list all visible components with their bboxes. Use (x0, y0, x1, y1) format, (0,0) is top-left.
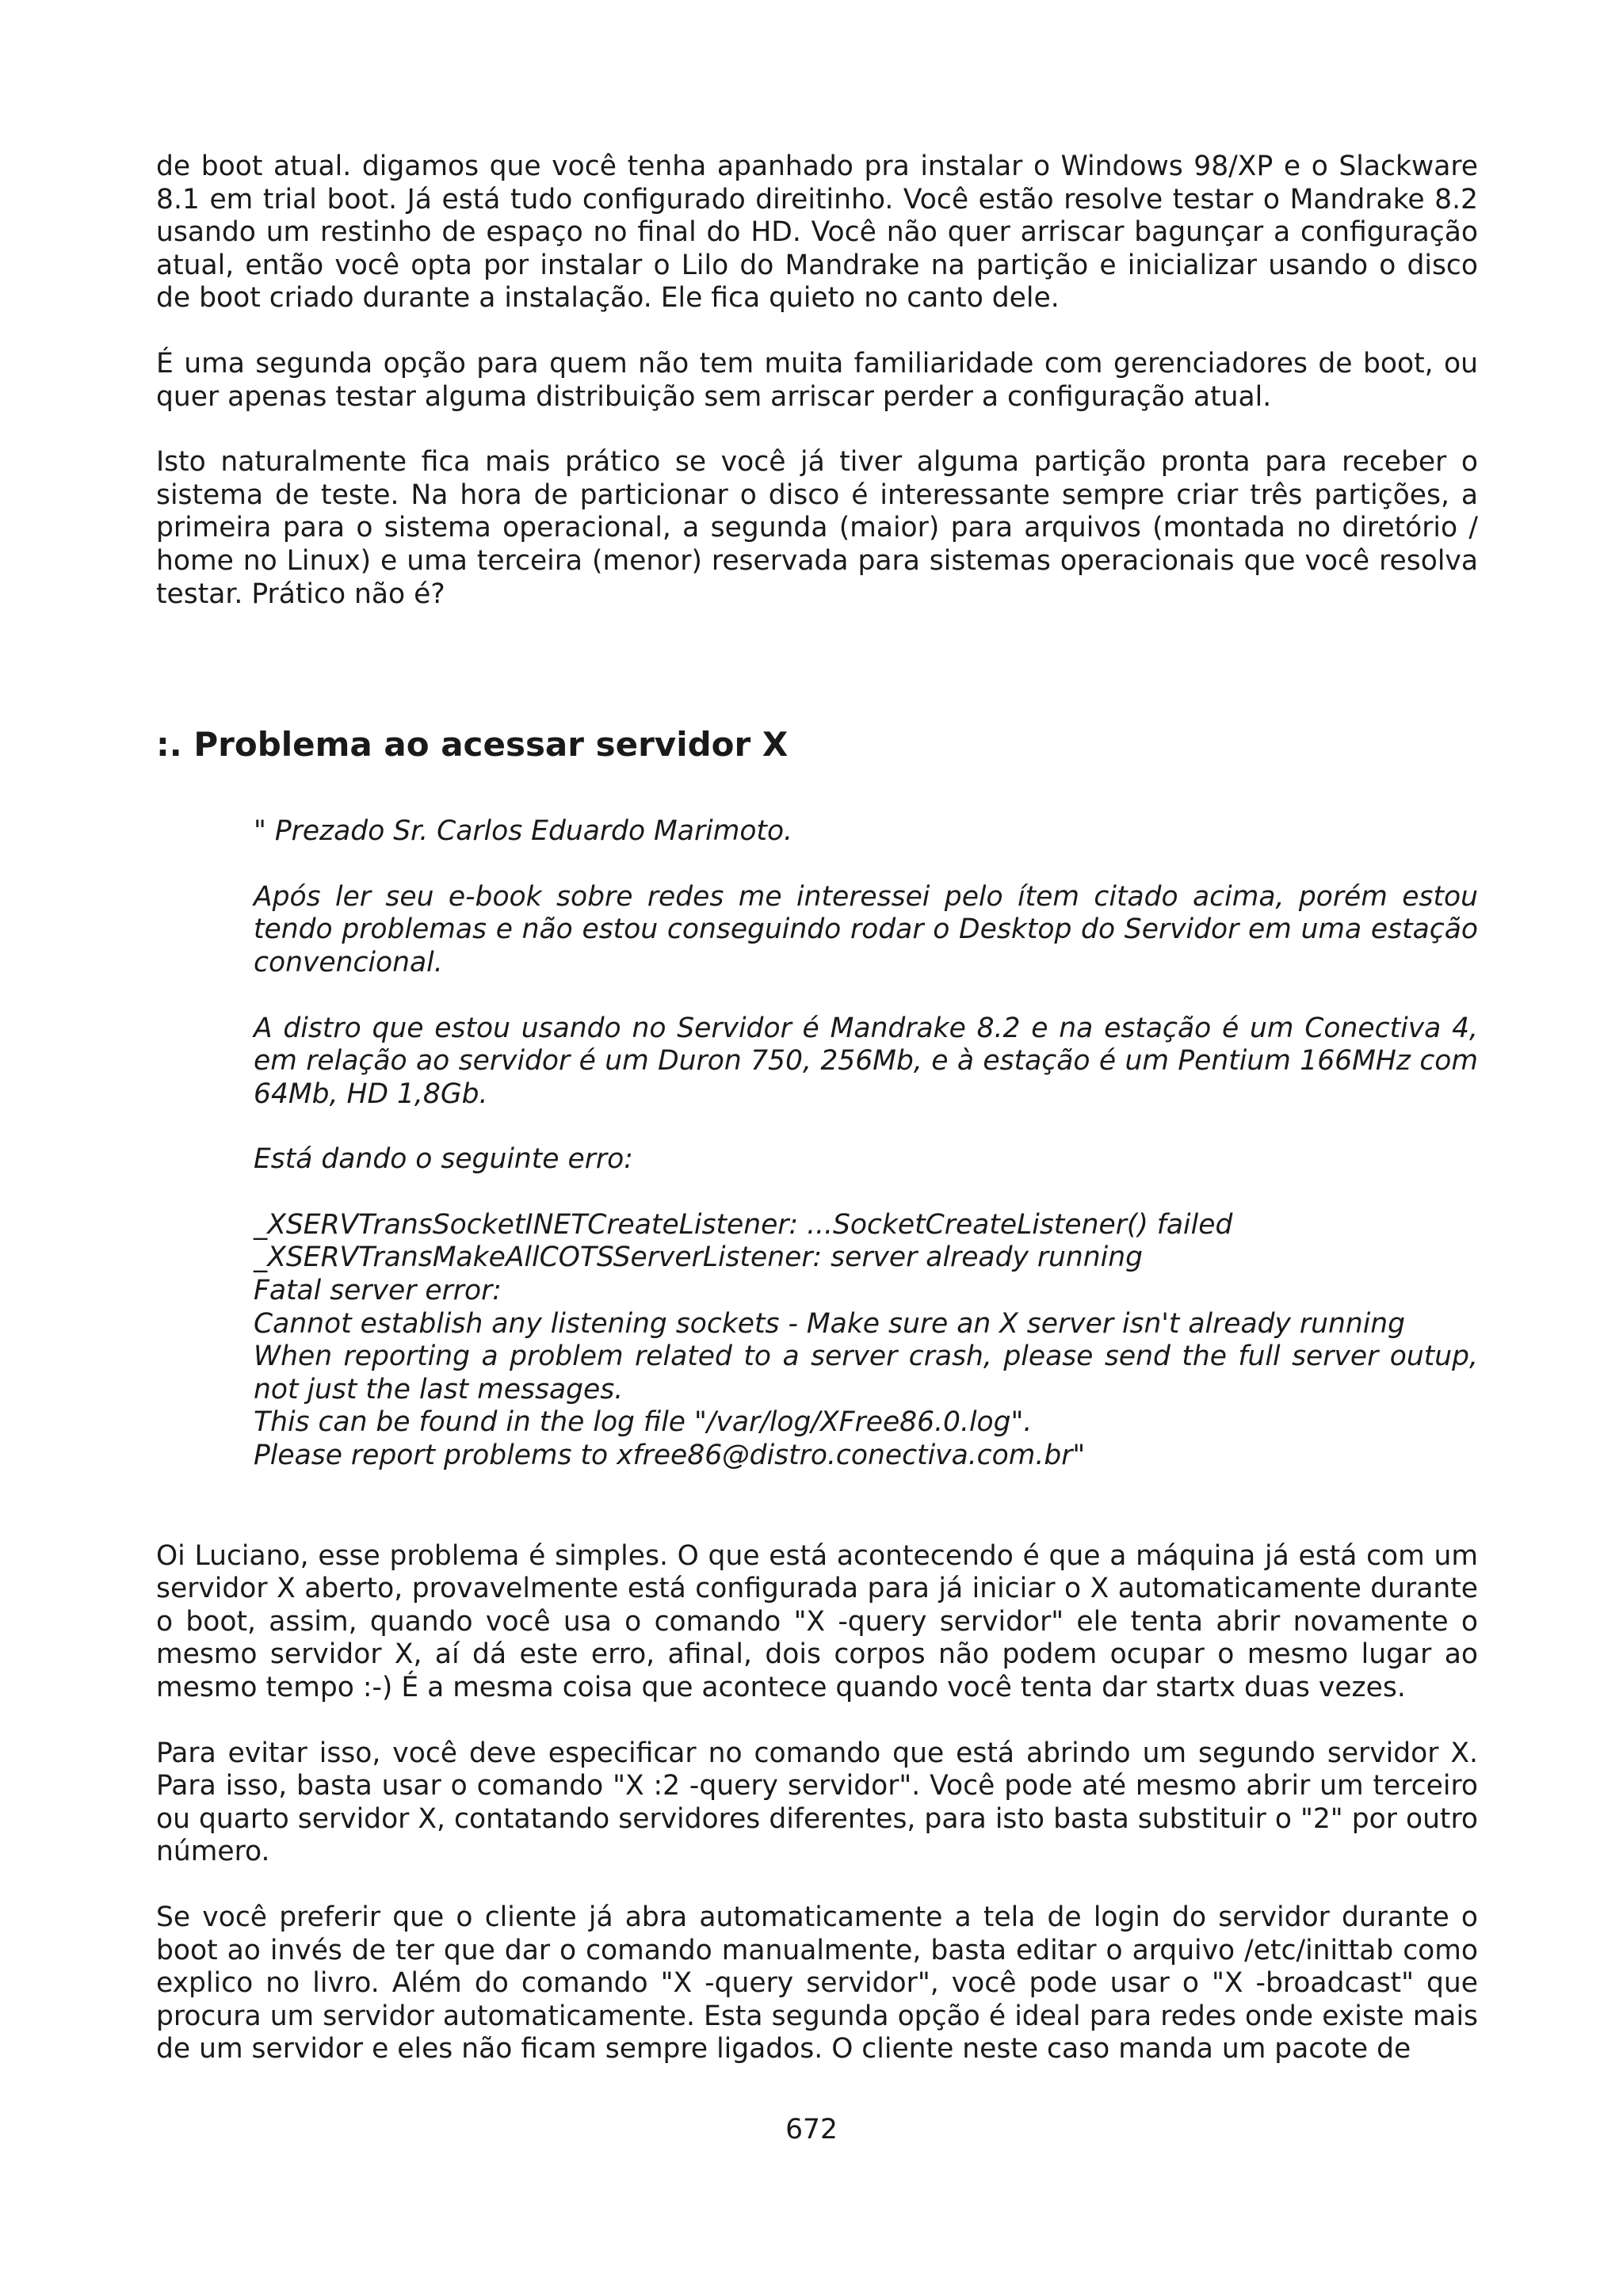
paragraph-second-option: É uma segunda opção para quem não tem muita familiaridade com gerenciadores de boot, ou quer apenas testar alguma distribuição sem arriscar perder a configuração atual. (156, 347, 1478, 413)
page-number: 672 (785, 2114, 838, 2145)
quote-paragraph-2: A distro que estou usando no Servidor é Mandrake 8.2 e na estação é um Conectiva 4, em relação ao servidor é um Duron 750, 256Mb, e à estação é um Pentium 166MHz com 64Mb, HD 1,8Gb. (254, 1012, 1478, 1110)
document-body (156, 151, 1478, 2066)
error-line: This can be found in the log file "/var/log/XFree86.0.log". (254, 1406, 1033, 1439)
paragraph-partitions: Isto naturalmente fica mais prático se você já tiver alguma partição pronta para receber o sistema de teste. Na hora de particionar o disco é interessante sempre criar três partições, a primeira para o sistema operacional, a segunda (maior) para arquivos (montada no diretório / home no Linux) e uma terceira (menor) reservada para sistemas operacionais que você resolva testar. Prático não é? (156, 446, 1478, 610)
error-line: Please report problems to xfree86@distro.conectiva.com.br" (254, 1440, 1086, 1472)
error-line: Fatal server error: (254, 1275, 502, 1307)
quote-greeting: " Prezado Sr. Carlos Eduardo Marimoto. (254, 815, 793, 848)
error-log-block (254, 1209, 1478, 1473)
paragraph-boot-intro: de boot atual. digamos que você tenha apanhado pra instalar o Windows 98/XP e o Slackware 8.1 em trial boot. Já está tudo configurado direitinho. Você estão resolve testar o Mandrake 8.2 usando um restinho de espaço no final do HD. Você não quer arriscar bagunçar a configuração atual, então você opta por instalar o Lilo do Mandrake na partição e inicializar usando o disco de boot criado durante a instalação. Ele fica quieto no canto dele. (156, 151, 1478, 315)
answer-paragraph-2: Para evitar isso, você deve especificar no comando que está abrindo um segundo servidor X. Para isso, basta usar o comando "X :2 -query servidor". Você pode até mesmo abrir um terceiro ou quarto servidor X, contatando servidores diferentes, para isto basta substituir o "2" por outro número. (156, 1737, 1478, 1868)
reader-letter-quote (254, 815, 1478, 1473)
error-line: Cannot establish any listening sockets - Make sure an X server isn't already running (254, 1307, 1406, 1340)
error-line: When reporting a problem related to a server crash, please send the full server outup, not just the last messages. (254, 1341, 1478, 1405)
quote-paragraph-3: Está dando o seguinte erro: (254, 1143, 633, 1176)
error-line: _XSERVTransSocketINETCreateListener: ...SocketCreateListener() failed (254, 1208, 1233, 1241)
answer-paragraph-1: Oi Luciano, esse problema é simples. O que está acontecendo é que a máquina já está com um servidor X aberto, provavelmente está configurada para já iniciar o X automaticamente durante o boot, assim, quando você usa o comando "X -query servidor" ele tenta abrir novamente o mesmo servidor X, aí dá este erro, afinal, dois corpos não podem ocupar o mesmo lugar ao mesmo tempo :-) É a mesma coisa que acontece quando você tenta dar startx duas vezes. (156, 1539, 1478, 1703)
section-heading: :. Problema ao acessar servidor X (156, 725, 789, 765)
error-line: _XSERVTransMakeAllCOTSServerListener: server already running (254, 1241, 1143, 1274)
answer-paragraph-3: Se você preferir que o cliente já abra automaticamente a tela de login do servidor durante o boot ao invés de ter que dar o comando manualmente, basta editar o arquivo /etc/inittab como explico no livro. Além do comando "X -query servidor", você pode usar o "X -broadcast" que procura um servidor automaticamente. Esta segunda opção é ideal para redes onde existe mais de um servidor e eles não ficam sempre ligados. O cliente neste caso manda um pacote de (156, 1901, 1478, 2065)
quote-paragraph-1: Após ler seu e-book sobre redes me interessei pelo ítem citado acima, porém estou tendo problemas e não estou conseguindo rodar o Desktop do Servidor em uma estação convencional. (254, 880, 1478, 978)
